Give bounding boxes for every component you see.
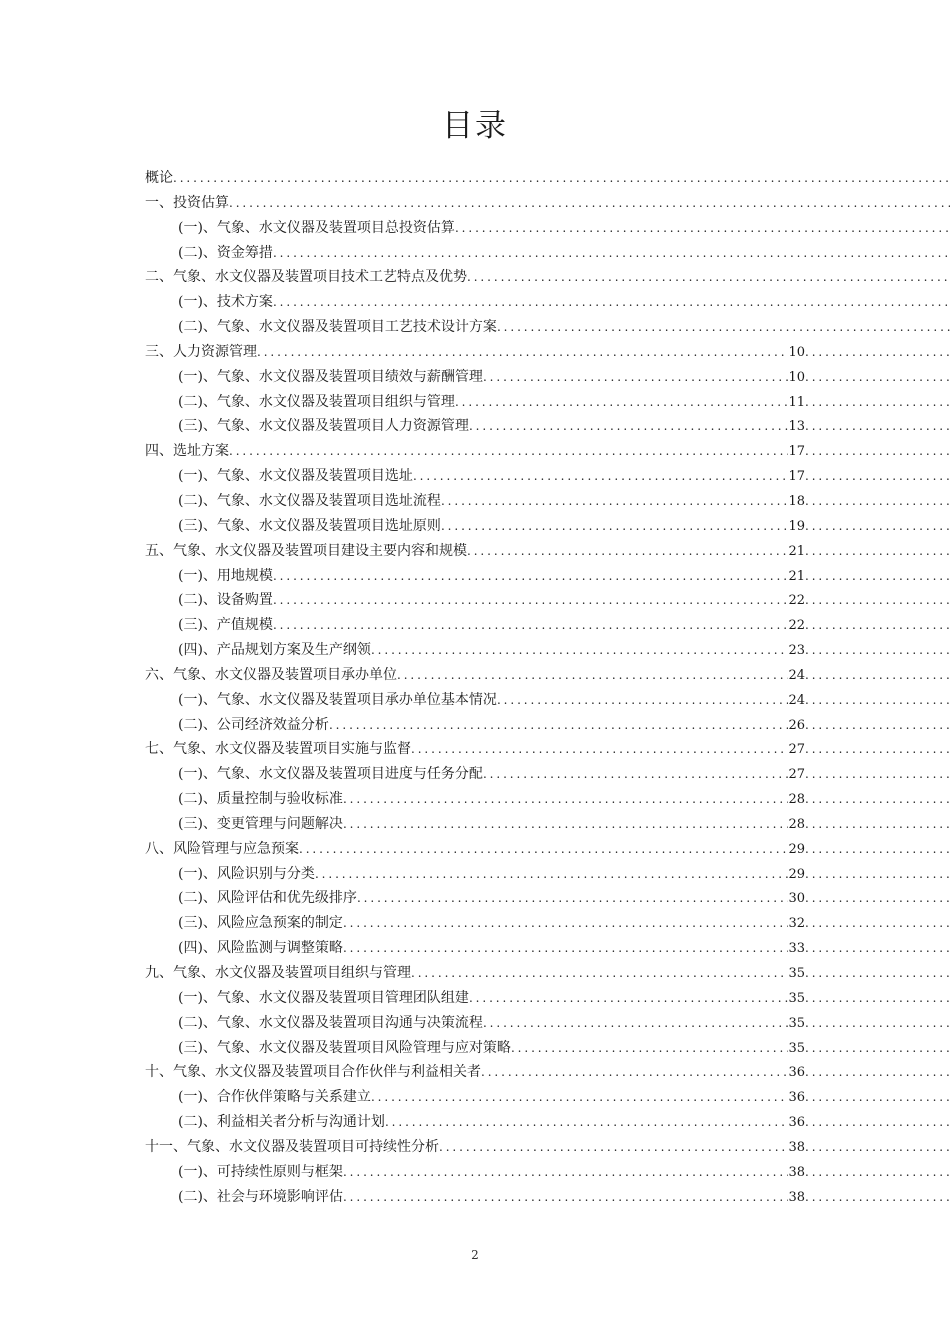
- toc-entry[interactable]: [0, 1135, 950, 1160]
- toc-leader-dots: [343, 936, 789, 961]
- toc-leader-dots: [483, 1011, 789, 1036]
- toc-entry-text: (三)、风险应急预案的制定: [178, 915, 343, 932]
- toc-leader-dots: [805, 986, 950, 1011]
- toc-leader-dots: [411, 737, 788, 762]
- toc-entry-page: 36: [788, 1090, 805, 1106]
- toc-leader-dots: [411, 961, 788, 986]
- toc-leader-dots: [805, 862, 950, 887]
- toc-leader-dots: [805, 1160, 950, 1185]
- toc-leader-dots: [441, 489, 789, 514]
- toc-entry[interactable]: [0, 588, 950, 613]
- toc-leader-dots: [467, 265, 950, 290]
- toc-entry[interactable]: [0, 1011, 950, 1036]
- toc-entry-text: 概论: [145, 170, 173, 186]
- toc-entry-page: 23: [788, 643, 805, 659]
- toc-entry-page: 28: [788, 816, 805, 832]
- toc-leader-dots: [273, 613, 789, 638]
- toc-leader-dots: [805, 812, 950, 837]
- toc-leader-dots: [805, 564, 950, 589]
- toc-entry-text: (二)、风险评估和优先级排序: [178, 890, 357, 907]
- toc-leader-dots: [343, 1160, 789, 1185]
- toc-entry[interactable]: [0, 191, 950, 216]
- toc-entry[interactable]: [0, 762, 950, 787]
- toc-leader-dots: [805, 713, 950, 738]
- toc-entry-page: 21: [788, 568, 805, 584]
- toc-leader-dots: [805, 1085, 950, 1110]
- toc-leader-dots: [805, 688, 950, 713]
- toc-entry-page: 17: [788, 469, 805, 485]
- toc-entry[interactable]: [0, 663, 950, 688]
- toc-leader-dots: [805, 1135, 950, 1160]
- toc-entry-text: (一)、气象、水文仪器及装置项目总投资估算: [178, 219, 455, 236]
- toc-entry-text: (二)、设备购置: [178, 592, 273, 609]
- toc-leader-dots: [413, 464, 789, 489]
- toc-entry-page: 21: [788, 543, 805, 559]
- toc-entry-page: 13: [788, 419, 805, 435]
- toc-entry-page: 29: [788, 866, 805, 882]
- toc-entry-page: 10: [788, 369, 805, 385]
- toc-entry[interactable]: [0, 315, 950, 340]
- toc-leader-dots: [343, 911, 789, 936]
- toc-entry-page: 36: [788, 1065, 805, 1081]
- toc-leader-dots: [343, 787, 789, 812]
- toc-entry-text: (一)、气象、水文仪器及装置项目进度与任务分配: [178, 766, 483, 783]
- toc-entry[interactable]: [0, 1160, 950, 1185]
- toc-leader-dots: [805, 464, 950, 489]
- toc-leader-dots: [481, 1060, 788, 1085]
- toc-entry-page: 38: [788, 1139, 805, 1155]
- toc-entry-page: 32: [788, 916, 805, 932]
- toc-leader-dots: [299, 837, 788, 862]
- toc-leader-dots: [257, 340, 788, 365]
- toc-leader-dots: [805, 663, 950, 688]
- toc-leader-dots: [273, 564, 789, 589]
- toc-leader-dots: [805, 911, 950, 936]
- toc-entry[interactable]: [0, 613, 950, 638]
- toc-entry[interactable]: [0, 737, 950, 762]
- toc-entry[interactable]: [0, 986, 950, 1011]
- toc-entry[interactable]: [0, 638, 950, 663]
- toc-leader-dots: [805, 588, 950, 613]
- toc-entry-page: 30: [788, 891, 805, 907]
- toc-entry-text: (四)、产品规划方案及生产纲领: [178, 642, 371, 659]
- toc-entry-page: 24: [788, 692, 805, 708]
- toc-entry[interactable]: [0, 265, 950, 290]
- table-of-contents: [0, 166, 950, 1209]
- toc-entry[interactable]: [0, 1085, 950, 1110]
- toc-entry-page: 29: [788, 841, 805, 857]
- toc-leader-dots: [805, 837, 950, 862]
- toc-entry-page: 10: [788, 344, 805, 360]
- toc-leader-dots: [397, 663, 788, 688]
- toc-entry-page: 33: [788, 941, 805, 957]
- toc-entry-text: (三)、产值规模: [178, 617, 273, 634]
- toc-entry-page: 35: [788, 990, 805, 1006]
- toc-leader-dots: [805, 762, 950, 787]
- toc-entry-text: 一、投资估算: [145, 194, 229, 211]
- toc-leader-dots: [805, 613, 950, 638]
- toc-entry-text: 四、选址方案: [145, 443, 229, 460]
- toc-leader-dots: [805, 439, 950, 464]
- toc-entry-text: 二、气象、水文仪器及装置项目技术工艺特点及优势: [145, 269, 467, 286]
- toc-entry[interactable]: [0, 464, 950, 489]
- toc-leader-dots: [805, 787, 950, 812]
- page-title: 目录: [442, 108, 508, 144]
- toc-entry-text: (一)、气象、水文仪器及装置项目管理团队组建: [178, 989, 469, 1006]
- toc-entry[interactable]: [0, 688, 950, 713]
- toc-leader-dots: [805, 390, 950, 415]
- toc-leader-dots: [805, 936, 950, 961]
- toc-entry-text: (一)、气象、水文仪器及装置项目承办单位基本情况: [178, 691, 497, 708]
- toc-entry-text: (二)、气象、水文仪器及装置项目选址流程: [178, 492, 441, 509]
- toc-entry-text: (一)、气象、水文仪器及装置项目绩效与薪酬管理: [178, 368, 483, 385]
- toc-entry[interactable]: [0, 911, 950, 936]
- toc-entry-text: (二)、社会与环境影响评估: [178, 1188, 343, 1205]
- toc-entry-text: (二)、资金筹措: [178, 244, 273, 261]
- toc-entry-page: 27: [788, 742, 805, 758]
- toc-entry-text: (一)、可持续性原则与框架: [178, 1163, 343, 1180]
- toc-leader-dots: [343, 812, 789, 837]
- toc-entry-text: (三)、变更管理与问题解决: [178, 815, 343, 832]
- toc-entry-page: 11: [788, 394, 805, 410]
- toc-leader-dots: [273, 588, 789, 613]
- toc-leader-dots: [483, 762, 789, 787]
- toc-leader-dots: [467, 539, 788, 564]
- toc-leader-dots: [455, 390, 789, 415]
- toc-entry-text: (三)、气象、水文仪器及装置项目风险管理与应对策略: [178, 1039, 511, 1056]
- toc-entry[interactable]: [0, 1185, 950, 1210]
- toc-entry[interactable]: [0, 787, 950, 812]
- toc-leader-dots: [441, 514, 789, 539]
- toc-leader-dots: [805, 1060, 950, 1085]
- toc-leader-dots: [469, 986, 789, 1011]
- toc-entry[interactable]: [0, 365, 950, 390]
- toc-entry-text: (三)、气象、水文仪器及装置项目人力资源管理: [178, 418, 469, 435]
- toc-leader-dots: [273, 290, 950, 315]
- toc-entry-text: (二)、利益相关者分析与沟通计划: [178, 1114, 385, 1131]
- toc-leader-dots: [455, 216, 950, 241]
- toc-leader-dots: [805, 365, 950, 390]
- toc-entry-text: (二)、气象、水文仪器及装置项目沟通与决策流程: [178, 1014, 483, 1031]
- toc-leader-dots: [805, 414, 950, 439]
- toc-entry[interactable]: [0, 241, 950, 266]
- toc-leader-dots: [805, 340, 950, 365]
- toc-leader-dots: [329, 713, 789, 738]
- toc-entry-page: 38: [788, 1164, 805, 1180]
- toc-entry-text: (二)、气象、水文仪器及装置项目组织与管理: [178, 393, 455, 410]
- toc-leader-dots: [805, 539, 950, 564]
- toc-entry-text: (四)、风险监测与调整策略: [178, 940, 343, 957]
- toc-entry[interactable]: [0, 713, 950, 738]
- toc-entry-page: 26: [788, 717, 805, 733]
- toc-entry[interactable]: [0, 936, 950, 961]
- toc-entry[interactable]: [0, 439, 950, 464]
- toc-leader-dots: [315, 862, 789, 887]
- toc-entry-page: 36: [788, 1115, 805, 1131]
- toc-leader-dots: [173, 166, 950, 191]
- toc-leader-dots: [343, 1185, 789, 1210]
- toc-leader-dots: [511, 1036, 789, 1061]
- toc-leader-dots: [483, 365, 789, 390]
- toc-entry-text: 九、气象、水文仪器及装置项目组织与管理: [145, 965, 411, 981]
- toc-entry-text: (三)、气象、水文仪器及装置项目选址原则: [178, 517, 441, 534]
- toc-entry[interactable]: [0, 166, 950, 191]
- toc-entry-text: (一)、合作伙伴策略与关系建立: [178, 1089, 371, 1106]
- toc-entry-page: 22: [788, 618, 805, 634]
- toc-entry-page: 24: [788, 667, 805, 683]
- toc-entry[interactable]: [0, 1110, 950, 1135]
- toc-leader-dots: [805, 737, 950, 762]
- toc-entry-text: 八、风险管理与应急预案: [145, 840, 299, 857]
- toc-leader-dots: [805, 961, 950, 986]
- toc-entry-page: 18: [788, 493, 805, 509]
- toc-entry-text: (二)、公司经济效益分析: [178, 716, 329, 733]
- toc-entry-text: (一)、用地规模: [178, 567, 273, 584]
- toc-leader-dots: [371, 638, 789, 663]
- toc-entry[interactable]: [0, 961, 950, 986]
- toc-entry-page: 35: [788, 966, 805, 981]
- toc-entry-text: (一)、风险识别与分类: [178, 865, 315, 882]
- toc-entry-page: 35: [788, 1040, 805, 1056]
- toc-entry-page: 17: [788, 444, 805, 460]
- toc-leader-dots: [273, 241, 950, 266]
- toc-entry[interactable]: [0, 812, 950, 837]
- toc-entry-text: 五、气象、水文仪器及装置项目建设主要内容和规模: [145, 542, 467, 559]
- toc-leader-dots: [497, 688, 789, 713]
- toc-leader-dots: [497, 315, 950, 340]
- toc-entry-page: 35: [788, 1015, 805, 1031]
- toc-entry[interactable]: [0, 564, 950, 589]
- toc-entry[interactable]: [0, 837, 950, 862]
- toc-entry[interactable]: [0, 489, 950, 514]
- page-number: 2: [471, 1248, 479, 1262]
- toc-leader-dots: [805, 1110, 950, 1135]
- toc-leader-dots: [805, 1036, 950, 1061]
- toc-entry[interactable]: [0, 216, 950, 241]
- toc-leader-dots: [805, 638, 950, 663]
- toc-leader-dots: [371, 1085, 789, 1110]
- toc-entry[interactable]: [0, 539, 950, 564]
- toc-entry[interactable]: [0, 340, 950, 365]
- toc-entry-text: 十、气象、水文仪器及装置项目合作伙伴与利益相关者: [145, 1064, 481, 1081]
- toc-leader-dots: [805, 1011, 950, 1036]
- toc-entry-page: 38: [788, 1189, 805, 1205]
- toc-entry-text: (一)、气象、水文仪器及装置项目选址: [178, 468, 413, 485]
- toc-entry-page: 22: [788, 593, 805, 609]
- toc-leader-dots: [469, 414, 789, 439]
- toc-entry[interactable]: [0, 862, 950, 887]
- toc-entry-page: 27: [788, 767, 805, 783]
- toc-leader-dots: [229, 439, 788, 464]
- toc-leader-dots: [805, 489, 950, 514]
- toc-leader-dots: [805, 886, 950, 911]
- toc-leader-dots: [439, 1135, 788, 1160]
- toc-entry[interactable]: [0, 514, 950, 539]
- toc-entry-text: 七、气象、水文仪器及装置项目实施与监督: [145, 741, 411, 758]
- toc-entry[interactable]: [0, 1036, 950, 1061]
- toc-entry[interactable]: [0, 414, 950, 439]
- toc-leader-dots: [357, 886, 789, 911]
- toc-entry-text: 十一、气象、水文仪器及装置项目可持续性分析: [145, 1138, 439, 1155]
- toc-leader-dots: [805, 1185, 950, 1210]
- toc-entry-text: 六、气象、水文仪器及装置项目承办单位: [145, 666, 397, 683]
- toc-entry-text: 三、人力资源管理: [145, 343, 257, 360]
- toc-entry-text: (二)、质量控制与验收标准: [178, 791, 343, 808]
- toc-entry[interactable]: [0, 886, 950, 911]
- toc-leader-dots: [229, 191, 950, 216]
- toc-entry[interactable]: [0, 290, 950, 315]
- toc-entry[interactable]: [0, 1060, 950, 1085]
- toc-entry-text: (一)、技术方案: [178, 294, 273, 311]
- toc-leader-dots: [805, 514, 950, 539]
- toc-leader-dots: [385, 1110, 789, 1135]
- toc-entry-page: 19: [788, 518, 805, 534]
- toc-entry-page: 28: [788, 792, 805, 808]
- toc-entry[interactable]: [0, 390, 950, 415]
- toc-entry-text: (二)、气象、水文仪器及装置项目工艺技术设计方案: [178, 319, 497, 336]
